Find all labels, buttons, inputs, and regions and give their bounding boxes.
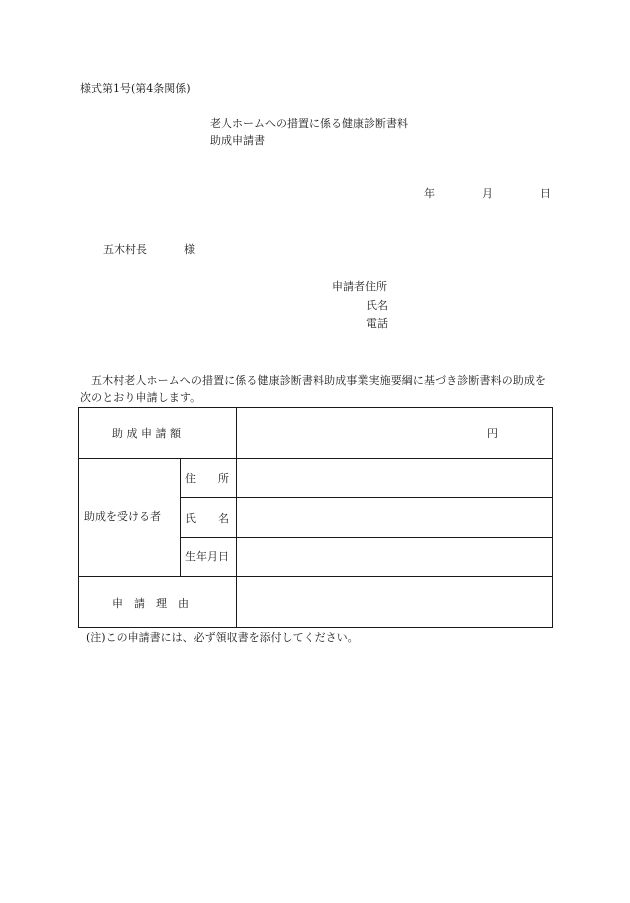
document-title-line1: 老人ホームへの措置に係る健康診断書料 [210, 117, 408, 130]
application-table [78, 407, 553, 628]
reason-label: 申 請 理 由 [112, 597, 189, 610]
footnote: (注)この申請書には、必ず領収書を添付してください。 [86, 631, 359, 644]
amount-unit: 円 [487, 427, 498, 440]
table-rule [79, 576, 552, 577]
applicant-name-label: 氏名 [366, 299, 388, 312]
amount-label: 助 成 申 請 額 [112, 427, 181, 440]
recipient-address-field[interactable] [237, 463, 549, 493]
date-month-label: 月 [482, 187, 493, 200]
addressee-name: 五木村長 [103, 243, 147, 256]
applicant-address-label: 申請者住所 [332, 280, 387, 293]
recipient-name-label: 氏 名 [185, 512, 229, 525]
addressee-suffix: 様 [184, 243, 195, 256]
application-body-text: 五木村老人ホームへの措置に係る健康診断書料助成事業実施要綱に基づき診断書料の助成を次のとおり申請します。 [80, 374, 547, 404]
table-rule [79, 458, 552, 459]
document-title-line2: 助成申請書 [210, 134, 265, 147]
amount-field[interactable] [237, 423, 549, 451]
date-year-label: 年 [424, 187, 435, 200]
form-number: 様式第1号(第4条関係) [80, 82, 191, 95]
recipient-address-label: 住 所 [185, 472, 229, 485]
recipient-label: 助成を受ける者 [84, 510, 161, 523]
recipient-birthdate-field[interactable] [237, 541, 549, 571]
applicant-phone-label: 電話 [366, 317, 388, 330]
recipient-name-field[interactable] [237, 502, 549, 532]
recipient-birthdate-label: 生年月日 [185, 550, 229, 563]
reason-field[interactable] [237, 581, 549, 623]
table-rule [180, 458, 181, 576]
date-day-label: 日 [540, 187, 551, 200]
